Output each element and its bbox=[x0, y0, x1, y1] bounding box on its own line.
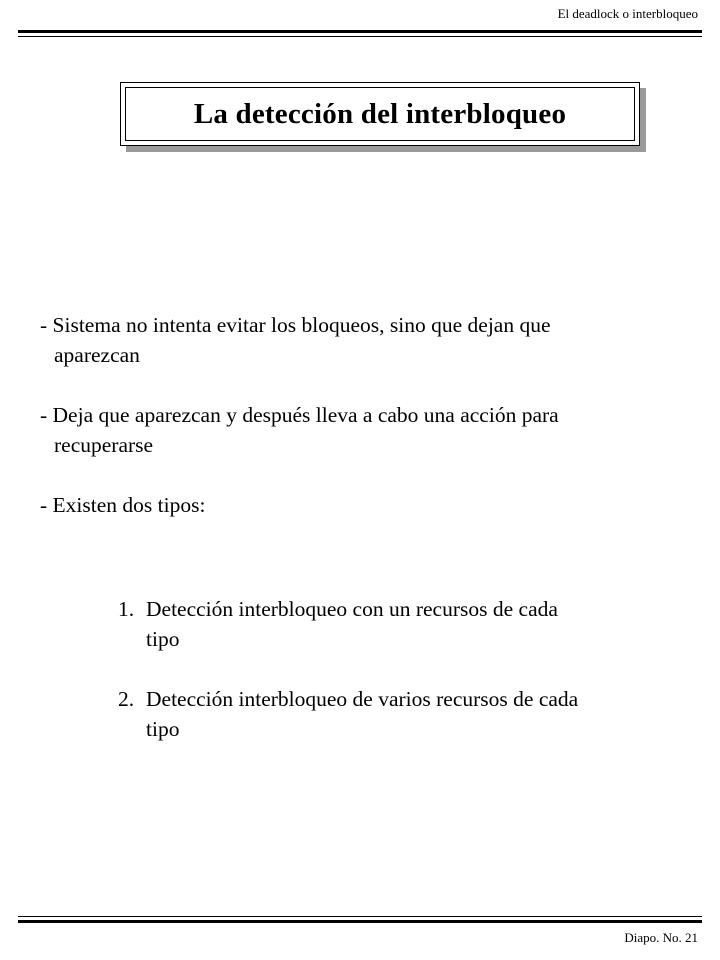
bullet-continuation: aparezcan bbox=[54, 343, 140, 367]
item-line: tipo bbox=[146, 627, 180, 651]
bullet-item bbox=[40, 490, 700, 520]
item-text bbox=[146, 594, 698, 654]
bullet-item bbox=[40, 400, 700, 460]
bullet-line: - Existen dos tipos: bbox=[40, 493, 206, 517]
spacer bbox=[118, 654, 698, 684]
item-number: 1. bbox=[118, 597, 135, 621]
footer-rule-thick bbox=[18, 920, 702, 923]
header-rule-thin bbox=[18, 36, 702, 37]
item-number: 2. bbox=[118, 687, 135, 711]
bullet-line: - Sistema no intenta evitar los bloqueos, sino que dejan que bbox=[40, 313, 551, 337]
bullet-continuation: recuperarse bbox=[54, 433, 154, 457]
bullet-list bbox=[40, 310, 700, 520]
list-item bbox=[118, 684, 698, 744]
footer-rule-thin bbox=[18, 916, 702, 917]
item-line: Detección interbloqueo con un recursos de cada bbox=[146, 597, 558, 621]
spacer bbox=[40, 370, 700, 400]
slide-number: Diapo. No. 21 bbox=[624, 930, 698, 945]
types-list bbox=[118, 594, 698, 744]
running-header: El deadlock o interbloqueo bbox=[557, 6, 698, 21]
header-rule-thick bbox=[18, 30, 702, 33]
item-text bbox=[146, 684, 698, 744]
title-inner-border bbox=[125, 87, 635, 141]
slide-title: La detección del interbloqueo bbox=[193, 97, 567, 130]
bullet-item bbox=[40, 310, 700, 370]
bullet-line: - Deja que aparezcan y después lleva a cabo una acción para bbox=[40, 403, 559, 427]
spacer bbox=[40, 460, 700, 490]
title-frame bbox=[120, 82, 640, 146]
title-box bbox=[120, 82, 640, 146]
item-line: tipo bbox=[146, 717, 180, 741]
list-item bbox=[118, 594, 698, 654]
item-line: Detección interbloqueo de varios recursos de cada bbox=[146, 687, 579, 711]
